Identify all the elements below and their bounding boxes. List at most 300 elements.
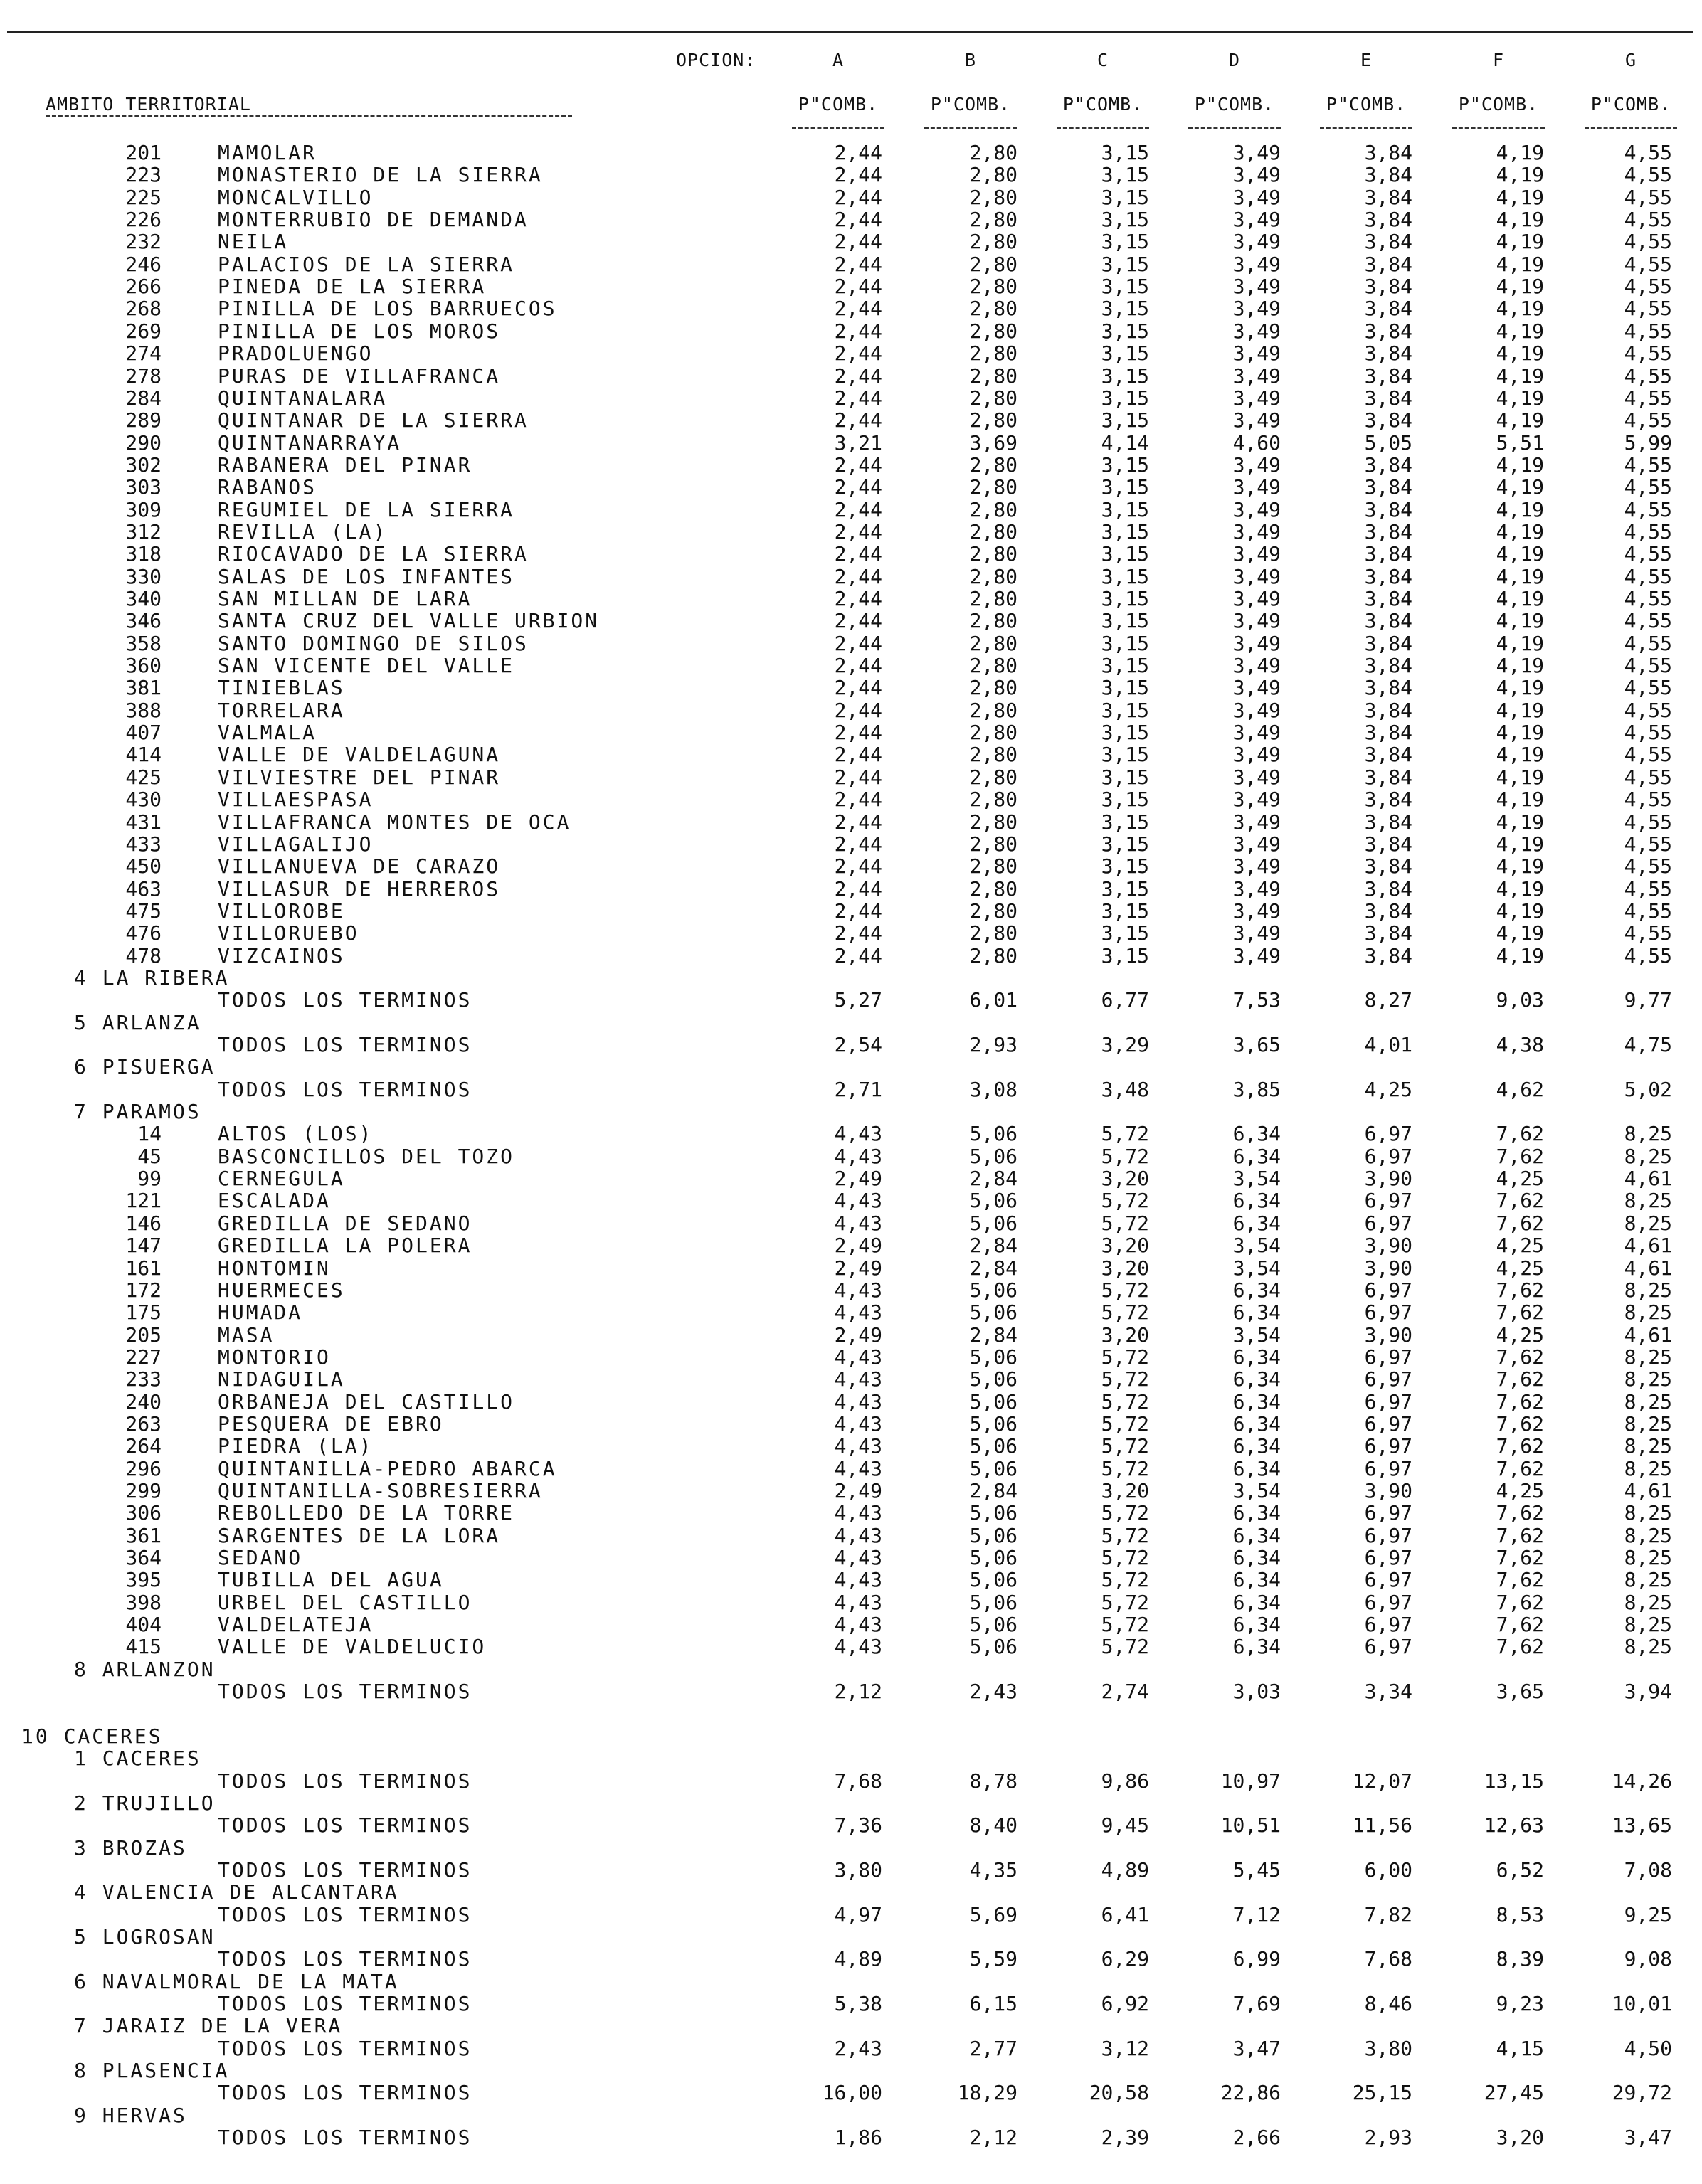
value-cell-g: 4,55 <box>1624 943 1672 968</box>
group-row <box>0 2104 1702 2126</box>
group-label: 6 NAVALMORAL DE LA MATA <box>74 1969 399 1993</box>
value-cell-c: 3,15 <box>1101 943 1149 968</box>
value-cell-e: 6,00 <box>1364 1857 1412 1882</box>
value-cell-c: 3,15 <box>1101 364 1149 388</box>
municipality-code: 172 <box>125 1278 162 1302</box>
value-cell-a: 2,44 <box>834 810 882 834</box>
column-underline <box>1320 127 1412 129</box>
value-cell-e: 3,84 <box>1364 564 1412 588</box>
value-cell-g: 4,61 <box>1624 1256 1672 1280</box>
value-cell-a: 4,43 <box>834 1367 882 1391</box>
municipality-code: 289 <box>125 408 162 433</box>
value-cell-g: 9,25 <box>1624 1902 1672 1926</box>
value-cell-f: 4,25 <box>1496 1167 1544 1191</box>
municipality-name: TODOS LOS TERMINOS <box>218 1857 472 1882</box>
municipality-code: 463 <box>125 876 162 901</box>
value-cell-b: 5,06 <box>969 1345 1018 1369</box>
value-cell-g: 4,55 <box>1624 721 1672 745</box>
value-cell-e: 2,93 <box>1364 2126 1412 2150</box>
group-label: 7 PARAMOS <box>74 1100 201 1124</box>
ambito-underline <box>46 115 572 120</box>
table-row <box>0 275 1702 297</box>
value-cell-d: 6,34 <box>1232 1122 1281 1146</box>
table-row <box>0 141 1702 163</box>
table-row <box>0 1367 1702 1389</box>
value-cell-b: 2,80 <box>969 810 1018 834</box>
value-cell-d: 6,34 <box>1232 1189 1281 1213</box>
municipality-name: TUBILLA DEL AGUA <box>218 1568 444 1592</box>
value-cell-c: 3,20 <box>1101 1167 1149 1191</box>
value-cell-b: 5,06 <box>969 1546 1018 1570</box>
value-cell-e: 3,84 <box>1364 386 1412 410</box>
municipality-code: 175 <box>125 1300 162 1325</box>
value-cell-c: 3,15 <box>1101 497 1149 521</box>
municipality-name: VILLORUEBO <box>218 921 359 945</box>
column-label-a: P"COMB. <box>798 94 879 115</box>
value-cell-f: 4,19 <box>1496 654 1544 678</box>
municipality-name: SANTO DOMINGO DE SILOS <box>218 631 529 655</box>
municipality-name: SAN MILLAN DE LARA <box>218 587 472 610</box>
municipality-code: 309 <box>125 497 162 521</box>
value-cell-e: 3,84 <box>1364 364 1412 388</box>
municipality-name: SAN VICENTE DEL VALLE <box>218 654 515 678</box>
municipality-code: 227 <box>125 1345 162 1369</box>
value-cell-f: 4,19 <box>1496 252 1544 276</box>
municipality-name: TODOS LOS TERMINOS <box>218 1033 472 1056</box>
value-cell-d: 3,49 <box>1232 609 1281 633</box>
value-cell-d: 6,99 <box>1232 1947 1281 1971</box>
municipality-name: PRADOLUENGO <box>218 341 374 366</box>
table-row <box>0 788 1702 810</box>
value-cell-e: 3,84 <box>1364 208 1412 232</box>
value-cell-e: 6,97 <box>1364 1568 1412 1592</box>
value-cell-a: 2,44 <box>834 898 882 923</box>
group-row <box>0 1658 1702 1680</box>
value-cell-d: 3,49 <box>1232 765 1281 789</box>
column-underline <box>924 127 1017 129</box>
value-cell-d: 7,12 <box>1232 1902 1281 1926</box>
value-cell-b: 2,12 <box>969 2126 1018 2150</box>
municipality-name: QUINTANALARA <box>218 386 388 410</box>
value-cell-c: 3,15 <box>1101 898 1149 923</box>
table-row <box>0 832 1702 854</box>
table-row <box>0 1524 1702 1546</box>
municipality-code: 388 <box>125 698 162 722</box>
value-cell-d: 3,54 <box>1232 1167 1281 1191</box>
value-cell-a: 2,49 <box>834 1479 882 1502</box>
value-cell-b: 2,80 <box>969 230 1018 254</box>
value-cell-g: 8,25 <box>1624 1389 1672 1414</box>
column-underline <box>1057 127 1149 129</box>
value-cell-e: 3,84 <box>1364 876 1412 901</box>
column-underline <box>1585 127 1677 129</box>
value-cell-c: 3,15 <box>1101 452 1149 477</box>
value-cell-e: 3,84 <box>1364 408 1412 433</box>
value-cell-g: 4,61 <box>1624 1322 1672 1347</box>
municipality-name: TODOS LOS TERMINOS <box>218 1680 472 1704</box>
table-row <box>0 1479 1702 1501</box>
value-cell-d: 6,34 <box>1232 1501 1281 1525</box>
value-cell-b: 2,80 <box>969 587 1018 610</box>
value-cell-b: 5,06 <box>969 1189 1018 1213</box>
value-cell-a: 2,44 <box>834 609 882 633</box>
value-cell-f: 4,19 <box>1496 788 1544 812</box>
value-cell-b: 5,06 <box>969 1278 1018 1302</box>
value-cell-f: 7,62 <box>1496 1434 1544 1458</box>
value-cell-c: 3,20 <box>1101 1479 1149 1502</box>
table-row <box>0 1234 1702 1256</box>
municipality-name: TODOS LOS TERMINOS <box>218 1902 472 1926</box>
value-cell-d: 3,49 <box>1232 275 1281 299</box>
value-cell-a: 2,44 <box>834 788 882 812</box>
value-cell-f: 4,19 <box>1496 609 1544 633</box>
value-cell-c: 3,48 <box>1101 1077 1149 1101</box>
value-cell-c: 3,15 <box>1101 721 1149 745</box>
municipality-name: QUINTANAR DE LA SIERRA <box>218 408 529 433</box>
value-cell-c: 3,15 <box>1101 876 1149 901</box>
value-cell-f: 4,19 <box>1496 587 1544 610</box>
value-cell-g: 4,55 <box>1624 631 1672 655</box>
value-cell-f: 4,19 <box>1496 564 1544 588</box>
table-row <box>0 364 1702 386</box>
value-cell-e: 3,84 <box>1364 698 1412 722</box>
value-cell-e: 25,15 <box>1352 2081 1412 2105</box>
value-cell-g: 8,25 <box>1624 1523 1672 1547</box>
value-cell-e: 6,97 <box>1364 1434 1412 1458</box>
value-cell-c: 5,72 <box>1101 1278 1149 1302</box>
value-cell-f: 4,19 <box>1496 185 1544 209</box>
municipality-name: VIZCAINOS <box>218 943 345 968</box>
value-cell-c: 5,72 <box>1101 1411 1149 1436</box>
value-cell-e: 3,84 <box>1364 141 1412 164</box>
value-cell-c: 3,20 <box>1101 1322 1149 1347</box>
group-row <box>0 1011 1702 1033</box>
value-cell-d: 3,49 <box>1232 898 1281 923</box>
value-cell-e: 6,97 <box>1364 1523 1412 1547</box>
municipality-code: 431 <box>125 810 162 834</box>
value-cell-b: 5,06 <box>969 1411 1018 1436</box>
value-cell-g: 8,25 <box>1624 1411 1672 1436</box>
value-cell-d: 3,49 <box>1232 497 1281 521</box>
value-cell-b: 2,77 <box>969 2036 1018 2060</box>
value-cell-f: 3,20 <box>1496 2126 1544 2150</box>
table-row <box>0 1568 1702 1590</box>
municipality-code: 425 <box>125 765 162 789</box>
value-cell-g: 4,55 <box>1624 587 1672 610</box>
value-cell-a: 4,43 <box>834 1411 882 1436</box>
municipality-name: MONTORIO <box>218 1345 331 1369</box>
table-row <box>0 319 1702 341</box>
municipality-name: ESCALADA <box>218 1189 331 1213</box>
value-cell-a: 2,49 <box>834 1256 882 1280</box>
value-cell-d: 3,49 <box>1232 364 1281 388</box>
value-cell-b: 5,06 <box>969 1434 1018 1458</box>
value-cell-e: 3,84 <box>1364 319 1412 343</box>
value-cell-g: 8,25 <box>1624 1367 1672 1391</box>
value-cell-g: 29,72 <box>1612 2081 1672 2105</box>
column-label-c: P"COMB. <box>1062 94 1143 115</box>
value-cell-e: 3,84 <box>1364 587 1412 610</box>
municipality-code: 299 <box>125 1479 162 1502</box>
value-cell-b: 2,80 <box>969 631 1018 655</box>
value-cell-a: 2,44 <box>834 163 882 187</box>
table-row <box>0 1858 1702 1880</box>
value-cell-c: 3,15 <box>1101 542 1149 566</box>
value-cell-b: 2,80 <box>969 765 1018 789</box>
value-cell-e: 3,90 <box>1364 1479 1412 1502</box>
value-cell-b: 2,80 <box>969 743 1018 767</box>
value-cell-a: 2,44 <box>834 921 882 945</box>
value-cell-b: 2,80 <box>969 475 1018 499</box>
value-cell-a: 2,44 <box>834 341 882 366</box>
municipality-code: 364 <box>125 1546 162 1570</box>
value-cell-a: 2,12 <box>834 1680 882 1704</box>
value-cell-d: 22,86 <box>1220 2081 1281 2105</box>
group-label: 6 PISUERGA <box>74 1055 216 1079</box>
value-cell-f: 4,19 <box>1496 631 1544 655</box>
table-row <box>0 520 1702 542</box>
value-cell-d: 3,49 <box>1232 921 1281 945</box>
municipality-code: 407 <box>125 721 162 745</box>
value-cell-b: 2,80 <box>969 163 1018 187</box>
municipality-code: 360 <box>125 654 162 678</box>
value-cell-e: 12,07 <box>1352 1769 1412 1793</box>
value-cell-d: 6,34 <box>1232 1546 1281 1570</box>
value-cell-b: 5,06 <box>969 1144 1018 1168</box>
municipality-code: 278 <box>125 364 162 388</box>
municipality-name: SEDANO <box>218 1546 303 1570</box>
value-cell-d: 3,47 <box>1232 2036 1281 2060</box>
value-cell-a: 2,44 <box>834 587 882 610</box>
value-cell-a: 4,89 <box>834 1947 882 1971</box>
value-cell-e: 3,84 <box>1364 721 1412 745</box>
value-cell-a: 4,43 <box>834 1389 882 1414</box>
value-cell-e: 5,05 <box>1364 430 1412 455</box>
value-cell-b: 5,06 <box>969 1389 1018 1414</box>
municipality-name: TODOS LOS TERMINOS <box>218 1077 472 1101</box>
value-cell-b: 2,80 <box>969 921 1018 945</box>
value-cell-d: 3,49 <box>1232 475 1281 499</box>
municipality-name: CERNEGULA <box>218 1167 345 1191</box>
value-cell-b: 2,80 <box>969 341 1018 366</box>
value-cell-a: 2,44 <box>834 654 882 678</box>
table-row <box>0 1167 1702 1189</box>
value-cell-f: 3,65 <box>1496 1680 1544 1704</box>
table-row <box>0 609 1702 631</box>
value-cell-f: 7,62 <box>1496 1523 1544 1547</box>
value-cell-g: 13,65 <box>1612 1813 1672 1838</box>
value-cell-b: 3,08 <box>969 1077 1018 1101</box>
municipality-name: TINIEBLAS <box>218 676 345 700</box>
value-cell-d: 3,49 <box>1232 854 1281 879</box>
value-cell-c: 5,72 <box>1101 1568 1149 1592</box>
group-row <box>0 1100 1702 1122</box>
value-cell-b: 5,06 <box>969 1211 1018 1235</box>
value-cell-a: 2,44 <box>834 141 882 164</box>
table-row <box>0 2126 1702 2148</box>
value-cell-c: 3,15 <box>1101 185 1149 209</box>
value-cell-f: 4,19 <box>1496 676 1544 700</box>
value-cell-b: 2,80 <box>969 452 1018 477</box>
table-row <box>0 386 1702 408</box>
table-row <box>0 1635 1702 1657</box>
value-cell-f: 4,15 <box>1496 2036 1544 2060</box>
value-cell-c: 3,15 <box>1101 810 1149 834</box>
value-cell-d: 3,49 <box>1232 386 1281 410</box>
value-cell-f: 4,19 <box>1496 386 1544 410</box>
blank-row <box>0 1702 1702 1724</box>
value-cell-a: 2,44 <box>834 721 882 745</box>
value-cell-f: 4,19 <box>1496 475 1544 499</box>
value-cell-c: 6,92 <box>1101 1992 1149 2016</box>
municipality-code: 146 <box>125 1211 162 1235</box>
value-cell-b: 2,84 <box>969 1479 1018 1502</box>
value-cell-e: 3,84 <box>1364 832 1412 856</box>
municipality-name: MASA <box>218 1322 275 1347</box>
value-cell-d: 6,34 <box>1232 1568 1281 1592</box>
value-cell-a: 7,68 <box>834 1769 882 1793</box>
municipality-name: TODOS LOS TERMINOS <box>218 1769 472 1793</box>
municipality-name: VALLE DE VALDELAGUNA <box>218 743 501 767</box>
value-cell-d: 3,49 <box>1232 230 1281 254</box>
value-cell-a: 2,49 <box>834 1167 882 1191</box>
value-cell-g: 8,25 <box>1624 1568 1672 1592</box>
value-cell-c: 3,15 <box>1101 408 1149 433</box>
municipality-name: REVILLA (LA) <box>218 519 388 544</box>
value-cell-a: 4,43 <box>834 1189 882 1213</box>
value-cell-f: 9,03 <box>1496 988 1544 1012</box>
value-cell-b: 2,84 <box>969 1234 1018 1258</box>
value-cell-e: 3,84 <box>1364 519 1412 544</box>
value-cell-d: 3,54 <box>1232 1479 1281 1502</box>
value-cell-g: 4,55 <box>1624 676 1672 700</box>
table-row <box>0 1992 1702 2014</box>
value-cell-b: 2,80 <box>969 141 1018 164</box>
table-row <box>0 2081 1702 2103</box>
table-row <box>0 699 1702 721</box>
value-cell-f: 4,19 <box>1496 854 1544 879</box>
municipality-name: TORRELARA <box>218 698 345 722</box>
municipality-code: 476 <box>125 921 162 945</box>
value-cell-b: 2,80 <box>969 876 1018 901</box>
value-cell-d: 3,03 <box>1232 1680 1281 1704</box>
value-cell-f: 4,19 <box>1496 297 1544 321</box>
value-cell-e: 7,82 <box>1364 1902 1412 1926</box>
municipality-code: 225 <box>125 185 162 209</box>
value-cell-b: 5,06 <box>969 1568 1018 1592</box>
value-cell-g: 3,94 <box>1624 1680 1672 1704</box>
value-cell-g: 8,25 <box>1624 1345 1672 1369</box>
value-cell-f: 7,62 <box>1496 1456 1544 1480</box>
group-label: 5 ARLANZA <box>74 1010 201 1034</box>
value-cell-c: 3,15 <box>1101 564 1149 588</box>
value-cell-f: 4,19 <box>1496 141 1544 164</box>
value-cell-c: 3,15 <box>1101 921 1149 945</box>
value-cell-d: 6,34 <box>1232 1635 1281 1659</box>
value-cell-b: 2,84 <box>969 1322 1018 1347</box>
municipality-code: 147 <box>125 1234 162 1258</box>
value-cell-f: 7,62 <box>1496 1546 1544 1570</box>
value-cell-a: 4,43 <box>834 1278 882 1302</box>
option-a: A <box>832 50 845 70</box>
table-row <box>0 1546 1702 1568</box>
municipality-name: ALTOS (LOS) <box>218 1122 374 1146</box>
value-cell-g: 8,25 <box>1624 1300 1672 1325</box>
value-cell-b: 2,80 <box>969 386 1018 410</box>
value-cell-d: 3,49 <box>1232 676 1281 700</box>
table-row <box>0 1256 1702 1278</box>
value-cell-e: 3,84 <box>1364 542 1412 566</box>
value-cell-e: 6,97 <box>1364 1635 1412 1659</box>
value-cell-g: 4,61 <box>1624 1234 1672 1258</box>
municipality-name: MAMOLAR <box>218 141 317 164</box>
value-cell-g: 8,25 <box>1624 1122 1672 1146</box>
value-cell-d: 3,49 <box>1232 208 1281 232</box>
value-cell-g: 4,55 <box>1624 654 1672 678</box>
value-cell-c: 2,74 <box>1101 1680 1149 1704</box>
value-cell-g: 5,02 <box>1624 1077 1672 1101</box>
group-row <box>0 1880 1702 1902</box>
value-cell-d: 6,34 <box>1232 1434 1281 1458</box>
value-cell-d: 3,49 <box>1232 519 1281 544</box>
value-cell-e: 6,97 <box>1364 1300 1412 1325</box>
value-cell-b: 5,06 <box>969 1456 1018 1480</box>
value-cell-g: 4,55 <box>1624 698 1672 722</box>
value-cell-e: 3,84 <box>1364 341 1412 366</box>
value-cell-a: 2,44 <box>834 542 882 566</box>
value-cell-c: 3,15 <box>1101 208 1149 232</box>
table-row <box>0 921 1702 943</box>
group-row <box>0 1055 1702 1077</box>
table-row <box>0 253 1702 275</box>
value-cell-a: 2,44 <box>834 519 882 544</box>
value-cell-a: 2,44 <box>834 297 882 321</box>
value-cell-a: 4,43 <box>834 1501 882 1525</box>
column-label-d: P"COMB. <box>1194 94 1275 115</box>
value-cell-e: 4,25 <box>1364 1077 1412 1101</box>
value-cell-b: 2,80 <box>969 408 1018 433</box>
value-cell-f: 7,62 <box>1496 1278 1544 1302</box>
value-cell-f: 7,62 <box>1496 1211 1544 1235</box>
value-cell-b: 6,15 <box>969 1992 1018 2016</box>
value-cell-e: 3,84 <box>1364 252 1412 276</box>
value-cell-a: 2,44 <box>834 386 882 410</box>
value-cell-d: 10,51 <box>1220 1813 1281 1838</box>
ambito-label: AMBITO TERRITORIAL <box>46 94 251 115</box>
group-row <box>0 966 1702 988</box>
municipality-name: PURAS DE VILLAFRANCA <box>218 364 501 388</box>
value-cell-g: 4,55 <box>1624 364 1672 388</box>
column-underline <box>1188 127 1281 129</box>
value-cell-b: 18,29 <box>957 2081 1018 2105</box>
municipality-name: QUINTANILLA-PEDRO ABARCA <box>218 1456 557 1480</box>
value-cell-d: 6,34 <box>1232 1523 1281 1547</box>
table-row <box>0 163 1702 185</box>
value-cell-g: 4,55 <box>1624 564 1672 588</box>
value-cell-c: 5,72 <box>1101 1211 1149 1235</box>
value-cell-e: 4,01 <box>1364 1033 1412 1056</box>
value-cell-a: 4,43 <box>834 1211 882 1235</box>
municipality-name: RABANOS <box>218 475 317 499</box>
value-cell-c: 3,15 <box>1101 609 1149 633</box>
municipality-name: RIOCAVADO DE LA SIERRA <box>218 542 529 566</box>
table-row <box>0 854 1702 879</box>
value-cell-f: 7,62 <box>1496 1345 1544 1369</box>
value-cell-a: 2,44 <box>834 876 882 901</box>
group-row <box>0 1970 1702 1992</box>
value-cell-f: 4,19 <box>1496 743 1544 767</box>
value-cell-c: 3,15 <box>1101 275 1149 299</box>
